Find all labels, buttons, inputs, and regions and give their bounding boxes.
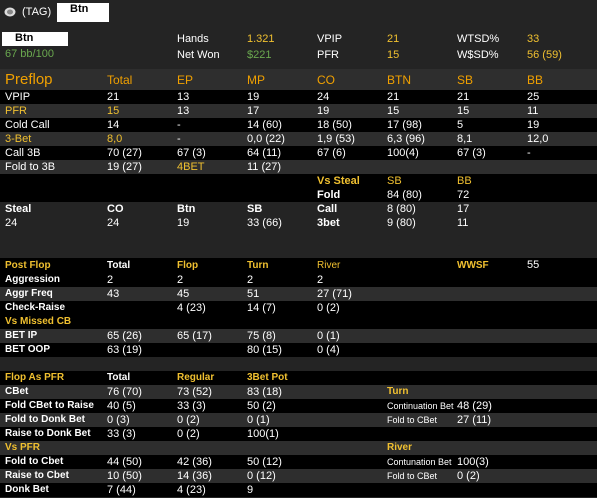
wtsd-label: WTSD%	[457, 33, 500, 45]
pfr-cell: 42 (36)	[177, 456, 212, 468]
preflop-title: Preflop	[5, 71, 53, 88]
postflop-cell: 2	[177, 274, 184, 286]
vpip-value: 21	[387, 33, 400, 45]
missed-cb-row-bet-oop	[0, 343, 597, 357]
preflop-cell: 0,0 (22)	[247, 133, 285, 145]
pfr-cell: 100(1)	[247, 428, 279, 440]
preflop-cell: 25	[527, 91, 540, 103]
pfr-title: Flop As PFR	[5, 372, 65, 383]
postflop-cell: 43	[107, 288, 120, 300]
col-total: Total	[107, 73, 133, 87]
postflop-row-label: Aggr Freq	[5, 288, 53, 299]
pfr-cell: 83 (18)	[247, 386, 282, 398]
hands-label: Hands	[177, 33, 209, 45]
preflop-cell: 15	[387, 105, 400, 117]
postflop-cell: 14 (7)	[247, 302, 276, 314]
preflop-cell: 67 (6)	[317, 147, 346, 159]
preflop-cell: 8,0	[107, 133, 123, 145]
steal-total: 24	[5, 217, 18, 229]
col-sb: SB	[457, 73, 474, 87]
preflop-row-label: Cold Call	[5, 119, 50, 131]
player-type: (TAG)	[22, 6, 52, 18]
pfr-row-fold-to-donk-bet	[0, 413, 597, 427]
poker-chip-icon	[4, 7, 16, 17]
preflop-cell: 64 (11)	[247, 147, 282, 159]
turn-row-label: Fold to CBet	[387, 415, 438, 425]
pfr-col-regular: Regular	[177, 372, 215, 383]
vs-steal-3bet-sb: 9 (80)	[387, 217, 416, 229]
preflop-row-call-3b	[0, 146, 597, 160]
pfr-cell: 44 (50)	[107, 456, 142, 468]
pfr-cell: 14 (36)	[177, 470, 212, 482]
pfr-cell: 9	[247, 484, 254, 496]
preflop-cell: 1,9 (53)	[317, 133, 355, 145]
turn-row-value: 27 (11)	[457, 414, 492, 426]
river-row-label: Contunation Bet	[387, 457, 452, 467]
net-won-label: Net Won	[177, 49, 220, 61]
postflop-col-river: River	[317, 260, 341, 271]
pfr-cell: 0 (2)	[177, 414, 200, 426]
vs-steal-3bet-bb: 11	[457, 217, 469, 229]
pfr-cell: 10 (50)	[107, 470, 142, 482]
preflop-row-label: 3-Bet	[5, 133, 32, 145]
preflop-cell: 21	[457, 91, 470, 103]
pfr-cell: 40 (5)	[107, 400, 136, 412]
postflop-col-turn: Turn	[247, 260, 269, 271]
pfr-cell: 0 (1)	[247, 414, 270, 426]
wwsf-value: 55	[527, 259, 540, 271]
steal-sb: 33 (66)	[247, 217, 282, 229]
preflop-cell: -	[177, 119, 181, 131]
hud-header	[0, 0, 597, 24]
preflop-cell: 19 (27)	[107, 161, 142, 173]
postflop-row-check-raise	[0, 301, 597, 315]
pfr-row-fold-cbet-to-raise	[0, 399, 597, 413]
preflop-cell: 67 (3)	[177, 147, 206, 159]
pfr-col-total: Total	[107, 372, 131, 383]
missed-cb-cell: 65 (26)	[107, 330, 142, 342]
steal-header-row	[0, 202, 597, 216]
pfr-cell: 50 (2)	[247, 400, 276, 412]
steal-label: Steal	[5, 203, 32, 215]
postflop-row-label: Aggression	[5, 274, 61, 285]
stack-label: 67 bb/100	[5, 48, 54, 60]
postflop-cell: 27 (71)	[317, 288, 352, 300]
missed-cb-header	[0, 315, 597, 329]
pfr-row-fold-to-cbet	[0, 455, 597, 469]
preflop-cell: 18 (50)	[317, 119, 352, 131]
preflop-cell: 70 (27)	[107, 147, 142, 159]
preflop-row-cold-call	[0, 118, 597, 132]
preflop-row-pfr	[0, 104, 597, 118]
steal-value-row	[0, 216, 597, 230]
preflop-cell: 4BET	[177, 161, 205, 173]
preflop-row-label: Call 3B	[5, 147, 41, 159]
preflop-row-label: VPIP	[5, 91, 31, 103]
pfr-row-raise-to-cbet	[0, 469, 597, 483]
pfr-row-label: Raise to Cbet	[5, 470, 69, 481]
river-row-value: 0 (2)	[457, 470, 480, 482]
postflop-header	[0, 258, 597, 273]
turn-row-label: Continuation Bet	[387, 401, 454, 411]
preflop-cell: 15	[107, 105, 120, 117]
postflop-cell: 2	[107, 274, 114, 286]
pfr-cell: 4 (23)	[177, 484, 206, 496]
turn-row-value: 48 (29)	[457, 400, 492, 412]
preflop-cell: 12,0	[527, 133, 549, 145]
pfr-row-label: Fold to Donk Bet	[5, 414, 85, 425]
col-bb: BB	[527, 73, 544, 87]
preflop-cell: 17	[247, 105, 260, 117]
pfr-cell: 7 (44)	[107, 484, 136, 496]
wwsf-label: WWSF	[457, 260, 489, 271]
postflop-row-label: Check-Raise	[5, 302, 66, 313]
steal-col-sb: SB	[247, 203, 263, 215]
steal-col-btn: Btn	[177, 203, 196, 215]
missed-cb-cell: 0 (4)	[317, 344, 340, 356]
vs-steal-col-bb: BB	[457, 175, 472, 187]
pfr-row-label: Raise to Donk Bet	[5, 428, 91, 439]
preflop-cell: 67 (3)	[457, 147, 486, 159]
hands-value: 1.321	[247, 33, 275, 45]
preflop-cell: 11	[527, 105, 539, 117]
missed-cb-cell: 63 (19)	[107, 344, 142, 356]
postflop-cell: 4 (23)	[177, 302, 206, 314]
river-title: River	[387, 442, 413, 453]
pfr-value: 15	[387, 49, 400, 61]
preflop-cell: 15	[457, 105, 470, 117]
pfr-col-3bet: 3Bet Pot	[247, 372, 288, 383]
vs-steal-call-bb: 17	[457, 203, 470, 215]
preflop-cell: 6,3 (96)	[387, 133, 425, 145]
vs-steal-col-sb: SB	[387, 175, 402, 187]
pfr-row-raise-to-donk-bet	[0, 427, 597, 441]
position-label: Btn	[2, 32, 68, 46]
preflop-cell: 100(4)	[387, 147, 419, 159]
net-won-value: $221	[247, 49, 272, 61]
postflop-title: Post Flop	[5, 260, 51, 271]
col-ep: EP	[177, 73, 194, 87]
preflop-header	[0, 69, 597, 90]
postflop-cell: 2	[247, 274, 254, 286]
steal-co: 24	[107, 217, 120, 229]
missed-cb-cell: 80 (15)	[247, 344, 282, 356]
missed-cb-row-label: BET IP	[5, 330, 38, 341]
preflop-row-label: Fold to 3B	[5, 161, 56, 173]
steal-btn: 19	[177, 217, 190, 229]
pfr-cell: 0 (12)	[247, 470, 276, 482]
pfr-row-label: Fold CBet to Raise	[5, 400, 94, 411]
missed-cb-row-label: BET OOP	[5, 344, 51, 355]
preflop-cell: 14	[107, 119, 120, 131]
preflop-cell: 19	[317, 105, 330, 117]
preflop-cell: -	[177, 133, 181, 145]
wsd-label: W$SD%	[457, 49, 499, 61]
preflop-row-3-bet	[0, 132, 597, 146]
pfr-cell: 0 (2)	[177, 428, 200, 440]
wtsd-value: 33	[527, 33, 540, 45]
missed-cb-row-bet-ip	[0, 329, 597, 343]
preflop-cell: 11 (27)	[247, 161, 282, 173]
vs-steal-fold-label: Fold	[317, 189, 341, 201]
preflop-cell: 19	[527, 119, 540, 131]
postflop-cell: 51	[247, 288, 260, 300]
postflop-cell: 0 (2)	[317, 302, 340, 314]
river-row-label: Fold to CBet	[387, 471, 438, 481]
pfr-label: PFR	[317, 49, 339, 61]
pfr-header	[0, 371, 597, 385]
preflop-cell: 8,1	[457, 133, 473, 145]
pfr-row-label: Fold to Cbet	[5, 456, 64, 467]
pfr-cell: 33 (3)	[107, 428, 136, 440]
preflop-row-fold-to-3b	[0, 160, 597, 174]
vs-steal-call-label: Call	[317, 203, 338, 215]
summary-row	[0, 32, 597, 64]
postflop-col-total: Total	[107, 260, 131, 271]
pfr-cell: 73 (52)	[177, 386, 212, 398]
preflop-cell: 24	[317, 91, 330, 103]
preflop-cell: 14 (60)	[247, 119, 282, 131]
vs-pfr-title: Vs PFR	[5, 442, 41, 453]
postflop-cell: 45	[177, 288, 190, 300]
vs-steal-3bet-label: 3bet	[317, 217, 340, 229]
preflop-cell: 13	[177, 105, 190, 117]
pfr-cell: 0 (3)	[107, 414, 130, 426]
turn-title: Turn	[387, 386, 409, 397]
postflop-col-flop: Flop	[177, 260, 199, 271]
pfr-row-label: CBet	[5, 386, 29, 397]
pfr-row-cbet	[0, 385, 597, 399]
col-btn: BTN	[387, 73, 411, 87]
preflop-cell: 21	[107, 91, 120, 103]
pfr-row-label: Donk Bet	[5, 484, 49, 495]
preflop-row-vpip	[0, 90, 597, 104]
preflop-cell: 19	[247, 91, 260, 103]
vs-steal-call-sb: 8 (80)	[387, 203, 416, 215]
river-row-value: 100(3)	[457, 456, 489, 468]
pfr-cell: 50 (12)	[247, 456, 282, 468]
vs-steal-fold-row	[0, 188, 597, 202]
preflop-row-label: PFR	[5, 105, 27, 117]
preflop-cell: 21	[387, 91, 400, 103]
vs-steal-header	[0, 174, 597, 188]
pfr-cell: 76 (70)	[107, 386, 142, 398]
position-box[interactable]: Btn	[57, 3, 109, 22]
postflop-row-aggression	[0, 273, 597, 287]
missed-cb-cell: 0 (1)	[317, 330, 340, 342]
vs-steal-title: Vs Steal	[317, 175, 360, 187]
preflop-cell: 5	[457, 119, 464, 131]
vpip-label: VPIP	[317, 33, 343, 45]
pfr-row-donk-bet	[0, 483, 597, 497]
vs-steal-fold-bb: 72	[457, 189, 470, 201]
postflop-row-aggr-freq	[0, 287, 597, 301]
vs-steal-fold-sb: 84 (80)	[387, 189, 422, 201]
postflop-cell: 2	[317, 274, 324, 286]
pfr-cell: 33 (3)	[177, 400, 206, 412]
col-co: CO	[317, 73, 335, 87]
missed-cb-cell: 75 (8)	[247, 330, 276, 342]
col-mp: MP	[247, 73, 265, 87]
wsd-value: 56 (59)	[527, 49, 562, 61]
steal-col-co: CO	[107, 203, 124, 215]
preflop-cell: -	[527, 147, 531, 159]
missed-cb-title: Vs Missed CB	[5, 316, 72, 327]
vs-pfr-header	[0, 441, 597, 455]
preflop-cell: 17 (98)	[387, 119, 422, 131]
preflop-cell: 13	[177, 91, 190, 103]
missed-cb-cell: 65 (17)	[177, 330, 212, 342]
